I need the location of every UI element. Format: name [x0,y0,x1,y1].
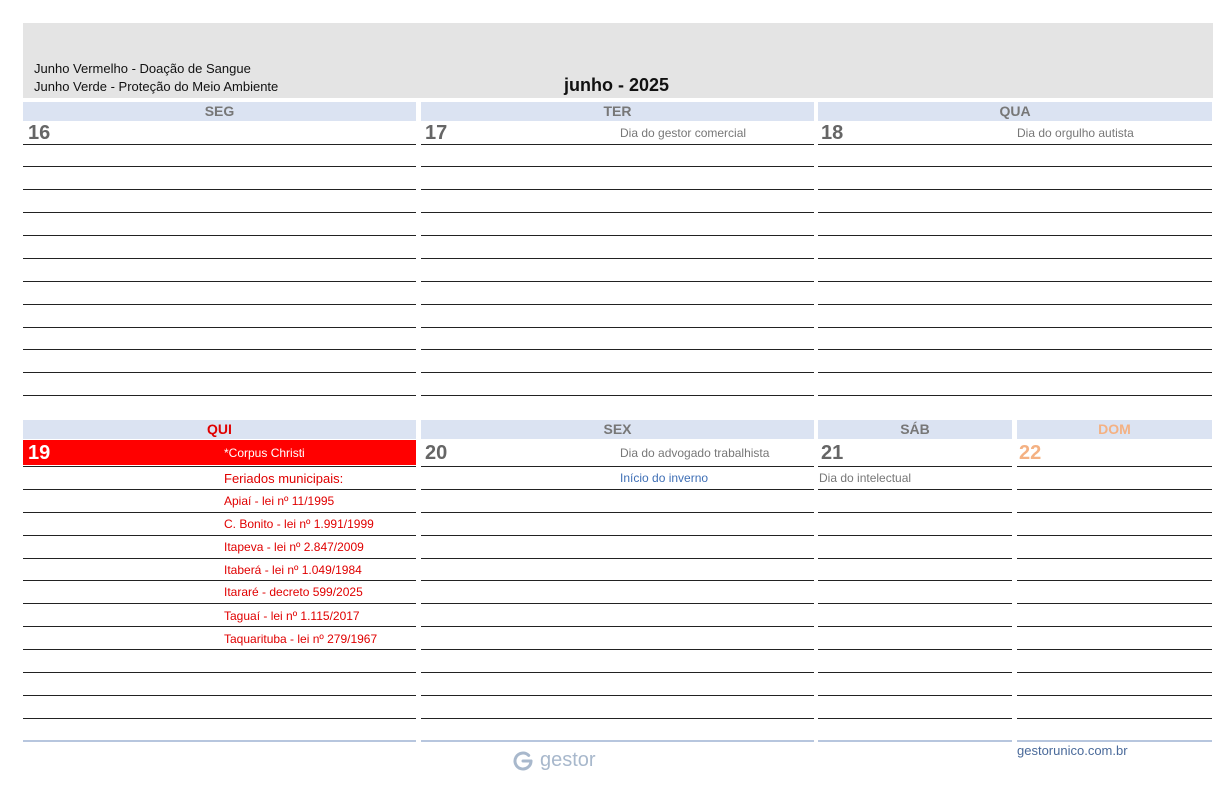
ruled-line [421,235,814,236]
ruled-line [421,212,814,213]
ruled-line [1017,695,1212,696]
ruled-line [23,189,416,190]
ruled-line [23,395,416,396]
day-header-sab: SÁB [818,420,1012,439]
ruled-line [818,281,1212,282]
ruled-line [818,626,1012,627]
ruled-line [818,235,1212,236]
ruled-line [818,166,1212,167]
ruled-line [818,144,1212,145]
ruled-line [23,327,416,328]
event-label: Dia do advogado trabalhista [620,446,770,460]
municipal-holidays-title: Feriados municipais: [224,471,344,486]
ruled-line [23,558,416,559]
ruled-line [1017,603,1212,604]
day-number-21: 21 [821,442,844,464]
municipal-holiday-item: Taquarituba - lei nº 279/1967 [224,632,378,646]
ruled-line [421,304,814,305]
ruled-line [818,580,1012,581]
ruled-line [23,512,416,513]
municipal-holiday-item: Taguaí - lei nº 1.115/2017 [224,609,360,623]
banner-note-2: Junho Verde - Proteção do Meio Ambiente [34,79,279,94]
ruled-line [421,626,814,627]
ruled-line [1017,672,1212,673]
ruled-line [421,258,814,259]
ruled-line [23,281,416,282]
ruled-line [421,672,814,673]
ruled-line [23,235,416,236]
day-number-19: 19 [28,442,51,464]
ruled-line [1017,718,1212,719]
ruled-line [421,740,814,742]
ruled-line [421,649,814,650]
ruled-line [421,466,814,467]
ruled-line [818,672,1012,673]
ruled-line [23,489,416,490]
day-header-qua: QUA [818,102,1212,121]
ruled-line [421,281,814,282]
ruled-line [23,258,416,259]
page-title: junho - 2025 [564,75,670,95]
day-header-qui: QUI [23,420,416,439]
ruled-line [818,603,1012,604]
ruled-line [818,327,1212,328]
ruled-line [421,372,814,373]
ruled-line [1017,535,1212,536]
municipal-holiday-item: Itapeva - lei nº 2.847/2009 [224,540,364,554]
ruled-line [818,349,1212,350]
holiday-label: *Corpus Christi [224,446,305,460]
day-header-seg: SEG [23,102,416,121]
gestor-logo-icon [511,749,535,773]
ruled-line [421,489,814,490]
ruled-line [23,144,416,145]
ruled-line [421,166,814,167]
municipal-holiday-item: Itaberá - lei nº 1.049/1984 [224,563,362,577]
event-label: Dia do gestor comercial [620,126,747,140]
ruled-line [23,372,416,373]
day-number-17: 17 [425,122,448,144]
footer-url[interactable]: gestorunico.com.br [1017,743,1128,758]
footer-brand: gestor [540,749,596,771]
ruled-line [818,466,1012,467]
event-label: Início do inverno [620,471,709,485]
ruled-line [23,580,416,581]
day-header-ter: TER [421,102,814,121]
ruled-line [421,695,814,696]
ruled-line [421,512,814,513]
ruled-line [1017,740,1212,742]
ruled-line [1017,489,1212,490]
ruled-line [23,672,416,673]
ruled-line [818,212,1212,213]
ruled-line [818,649,1012,650]
ruled-line [818,489,1012,490]
ruled-line [818,512,1012,513]
ruled-line [818,304,1212,305]
ruled-line [23,740,416,742]
ruled-line [421,535,814,536]
ruled-line [23,626,416,627]
municipal-holiday-item: Apiaí - lei nº 11/1995 [224,494,335,508]
ruled-line [818,718,1012,719]
ruled-line [23,166,416,167]
ruled-line [818,740,1012,742]
ruled-line [1017,466,1212,467]
ruled-line [23,212,416,213]
day-header-dom: DOM [1017,420,1212,439]
ruled-line [421,395,814,396]
ruled-line [23,466,416,467]
ruled-line [818,189,1212,190]
ruled-line [23,603,416,604]
day-number-22: 22 [1019,442,1042,464]
municipal-holiday-item: C. Bonito - lei nº 1.991/1999 [224,517,374,531]
ruled-line [818,395,1212,396]
event-label: Dia do orgulho autista [1017,126,1134,140]
ruled-line [421,327,814,328]
day-number-20: 20 [425,442,448,464]
day-header-sex: SEX [421,420,814,439]
day-number-16: 16 [28,122,51,144]
ruled-line [23,649,416,650]
municipal-holiday-item: Itararé - decreto 599/2025 [224,585,363,599]
ruled-line [1017,580,1212,581]
ruled-line [421,558,814,559]
ruled-line [421,718,814,719]
ruled-line [818,258,1212,259]
ruled-line [1017,558,1212,559]
ruled-line [23,718,416,719]
ruled-line [1017,512,1212,513]
ruled-line [23,695,416,696]
ruled-line [1017,649,1212,650]
ruled-line [818,535,1012,536]
ruled-line [23,349,416,350]
ruled-line [23,304,416,305]
ruled-line [421,580,814,581]
banner-note-1: Junho Vermelho - Doação de Sangue [34,61,251,76]
ruled-line [23,535,416,536]
day-number-18: 18 [821,122,844,144]
ruled-line [1017,626,1212,627]
ruled-line [421,189,814,190]
ruled-line [421,603,814,604]
ruled-line [818,695,1012,696]
event-label: Dia do intelectual [819,471,912,485]
ruled-line [421,349,814,350]
ruled-line [421,144,814,145]
ruled-line [818,372,1212,373]
holiday-bar [23,440,416,465]
ruled-line [818,558,1012,559]
